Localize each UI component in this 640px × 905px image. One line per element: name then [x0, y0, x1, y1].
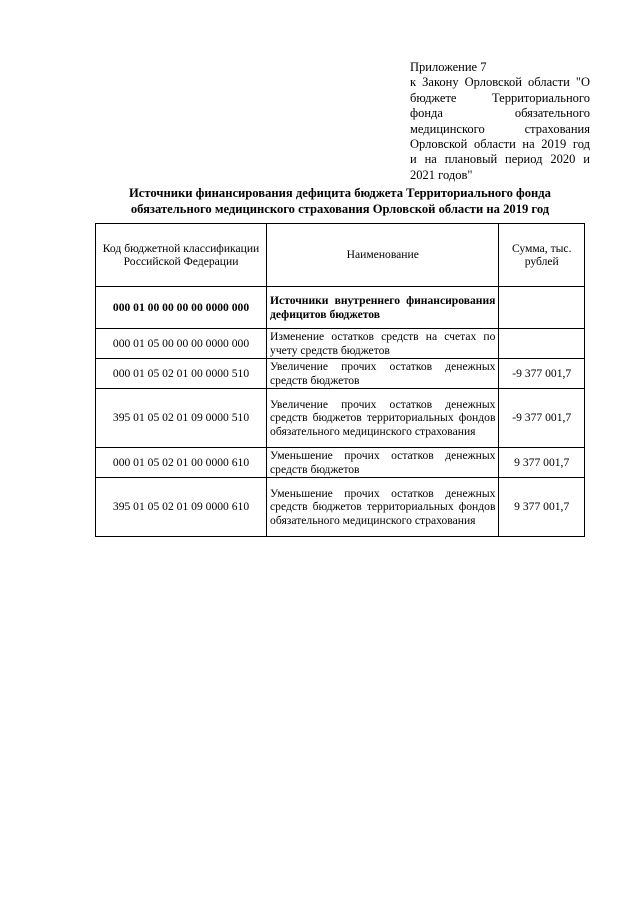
- appendix-line: 2021 годов": [410, 167, 473, 182]
- table-row: [96, 359, 585, 389]
- table-header-row: [96, 224, 585, 287]
- row-code: 000 01 05 02 01 00 0000 510: [96, 359, 267, 389]
- appendix-line: и на плановый период 2020 и: [410, 152, 590, 167]
- row-sum: 9 377 001,7: [499, 478, 585, 537]
- row-code: 000 01 05 00 00 00 0000 000: [96, 329, 267, 359]
- header-code: Код бюджетной классификации Российской Федерации: [96, 224, 267, 287]
- appendix-line: бюджете Территориального: [410, 90, 590, 105]
- table-row: [96, 389, 585, 448]
- header-sum: Сумма, тыс. рублей: [499, 224, 585, 287]
- appendix-line: Приложение 7: [410, 60, 487, 74]
- row-name: Увеличение прочих остатков денежных средств бюджетов: [267, 359, 499, 389]
- row-code: 395 01 05 02 01 09 0000 610: [96, 478, 267, 537]
- document-title-line: обязательного медицинского страхования Орловской области на 2019 год: [130, 201, 550, 216]
- row-sum: [499, 287, 585, 329]
- row-name: Источники внутреннего финансирования дефицитов бюджетов: [267, 287, 499, 329]
- row-code: 000 01 00 00 00 00 0000 000: [96, 287, 267, 329]
- appendix-line: фонда обязательного: [410, 106, 590, 121]
- row-name: Уменьшение прочих остатков денежных средств бюджетов: [267, 448, 499, 478]
- row-code: 395 01 05 02 01 09 0000 510: [96, 389, 267, 448]
- row-name: Увеличение прочих остатков денежных средств бюджетов территориальных фондов обязательного медицинского страхования: [267, 389, 499, 448]
- row-sum: -9 377 001,7: [499, 389, 585, 448]
- row-code: 000 01 05 02 01 00 0000 610: [96, 448, 267, 478]
- appendix-line: к Закону Орловской области "О: [410, 75, 590, 90]
- row-name: Уменьшение прочих остатков денежных средств бюджетов территориальных фондов обязательного медицинского страхования: [267, 478, 499, 537]
- appendix-line: медицинского страхования: [410, 121, 590, 136]
- row-sum: -9 377 001,7: [499, 359, 585, 389]
- table-row: [96, 478, 585, 537]
- row-name: Изменение остатков средств на счетах по учету средств бюджетов: [267, 329, 499, 359]
- row-sum: [499, 329, 585, 359]
- row-sum: 9 377 001,7: [499, 448, 585, 478]
- document-title: [95, 186, 585, 217]
- table-row: [96, 287, 585, 329]
- table-row: [96, 448, 585, 478]
- document-title-line: Источники финансирования дефицита бюджета Территориального фонда: [129, 186, 551, 200]
- budget-sources-table: [95, 223, 585, 537]
- appendix-reference: [410, 60, 590, 183]
- table-row: [96, 329, 585, 359]
- appendix-line: Орловской области на 2019 год: [410, 137, 590, 152]
- header-name: Наименование: [267, 224, 499, 287]
